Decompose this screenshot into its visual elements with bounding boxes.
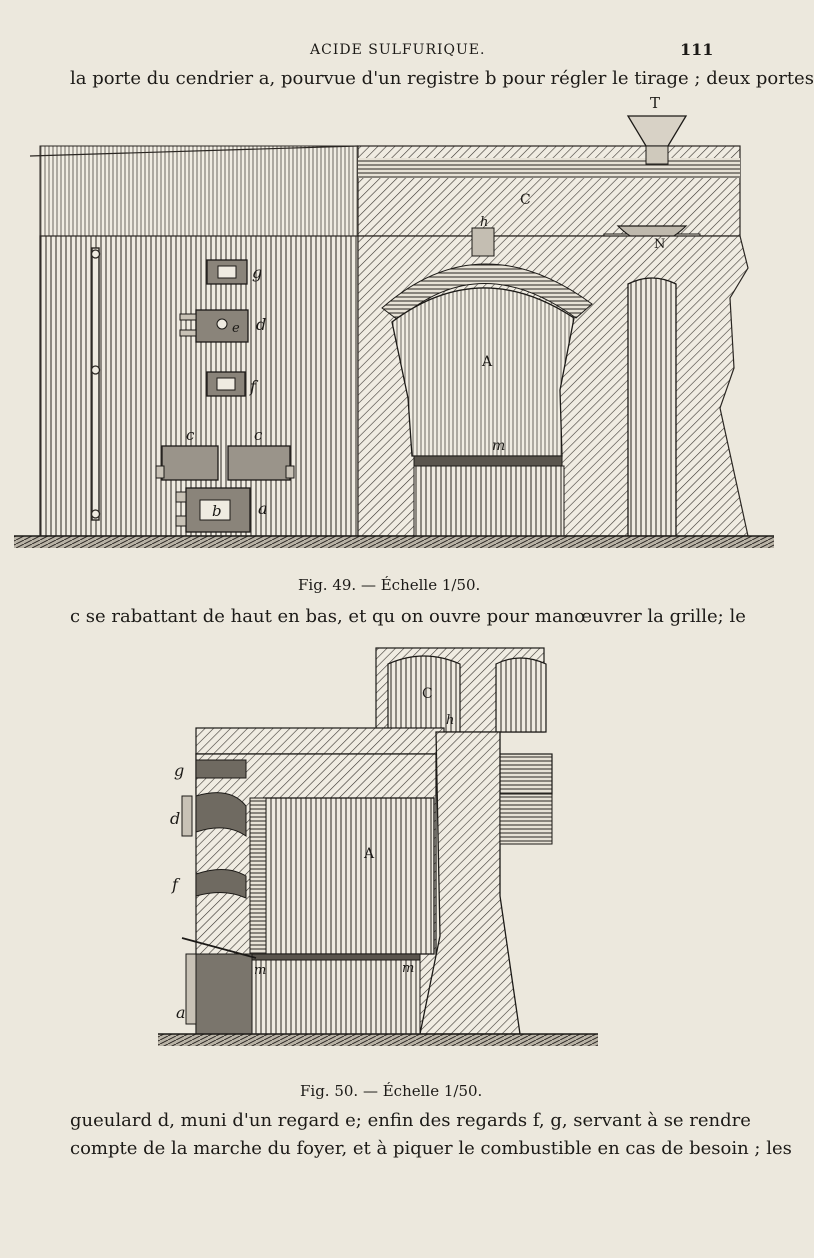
fig49-flue [628, 278, 676, 536]
fig50-label-a: a [176, 1003, 186, 1022]
fig49-grate-m [414, 456, 562, 466]
fig49-ground [14, 536, 774, 548]
fig49-roof-band [40, 146, 358, 238]
fig49-furnace-A [392, 288, 574, 456]
fig49-label-b: b [212, 502, 222, 520]
fig50-ground [158, 1034, 598, 1046]
running-header [0, 42, 800, 64]
fig49-label-N: N [654, 237, 666, 252]
fig50-grate-m [252, 954, 420, 960]
fig49-opening-h [472, 228, 494, 256]
figure-49-caption: Fig. 49. — Échelle 1/50. [298, 576, 481, 594]
fig50-label-g: g [174, 761, 185, 780]
figure-50-caption: Fig. 50. — Échelle 1/50. [300, 1082, 483, 1100]
body-text-line-3: gueulard d, muni d'un regard e; enfin des regards f, g, servant à se rendre [70, 1110, 751, 1131]
page-number: 111 [680, 40, 714, 59]
fig49-hopper-T [628, 116, 686, 146]
fig49-label-a: a [258, 499, 268, 518]
fig49-label-C: C [520, 192, 531, 208]
fig49-door-c-left [162, 446, 218, 480]
fig49-label-e: e [232, 321, 240, 336]
body-text-line-2: c se rabattant de haut en bas, et qu on ouvre pour manœuvrer la grille; le [70, 606, 746, 627]
fig49-label-c2: c [254, 426, 263, 444]
running-title: ACIDE SULFURIQUE. [310, 42, 486, 58]
fig50-label-d: d [170, 809, 181, 828]
fig49-label-g: g [252, 263, 263, 282]
fig49-label-h: h [480, 215, 489, 230]
fig50-label-m2: m [402, 961, 415, 976]
fig50-label-A: A [364, 846, 375, 862]
fig49-tie-rod [92, 248, 99, 520]
fig50-opening-g [196, 760, 246, 778]
fig49-label-f: f [250, 377, 256, 396]
fig50-ash-opening [196, 954, 252, 1034]
figure-50-illustration [0, 636, 800, 1056]
fig50-label-f: f [172, 875, 178, 894]
fig50-roof-slab [196, 728, 444, 754]
fig49-label-T: T [650, 94, 661, 112]
body-text-line-4: compte de la marche du foyer, et à piquer le combustible en cas de besoin ; les [70, 1138, 792, 1159]
fig50-label-m1: m [254, 963, 267, 978]
fig49-label-A: A [482, 354, 493, 370]
fig50-furnace-A [264, 798, 434, 954]
body-text-line-1: la porte du cendrier a, pourvue d'un registre b pour régler le tirage ; deux portes [70, 68, 814, 89]
figure-49-illustration [0, 94, 800, 568]
fig49-label-c1: c [186, 426, 195, 444]
fig49-label-d: d [256, 315, 267, 334]
fig50-label-h: h [446, 713, 455, 728]
fig50-label-C: C [422, 686, 433, 702]
fig49-door-c-right [228, 446, 290, 480]
fig49-label-m: m [492, 438, 506, 454]
